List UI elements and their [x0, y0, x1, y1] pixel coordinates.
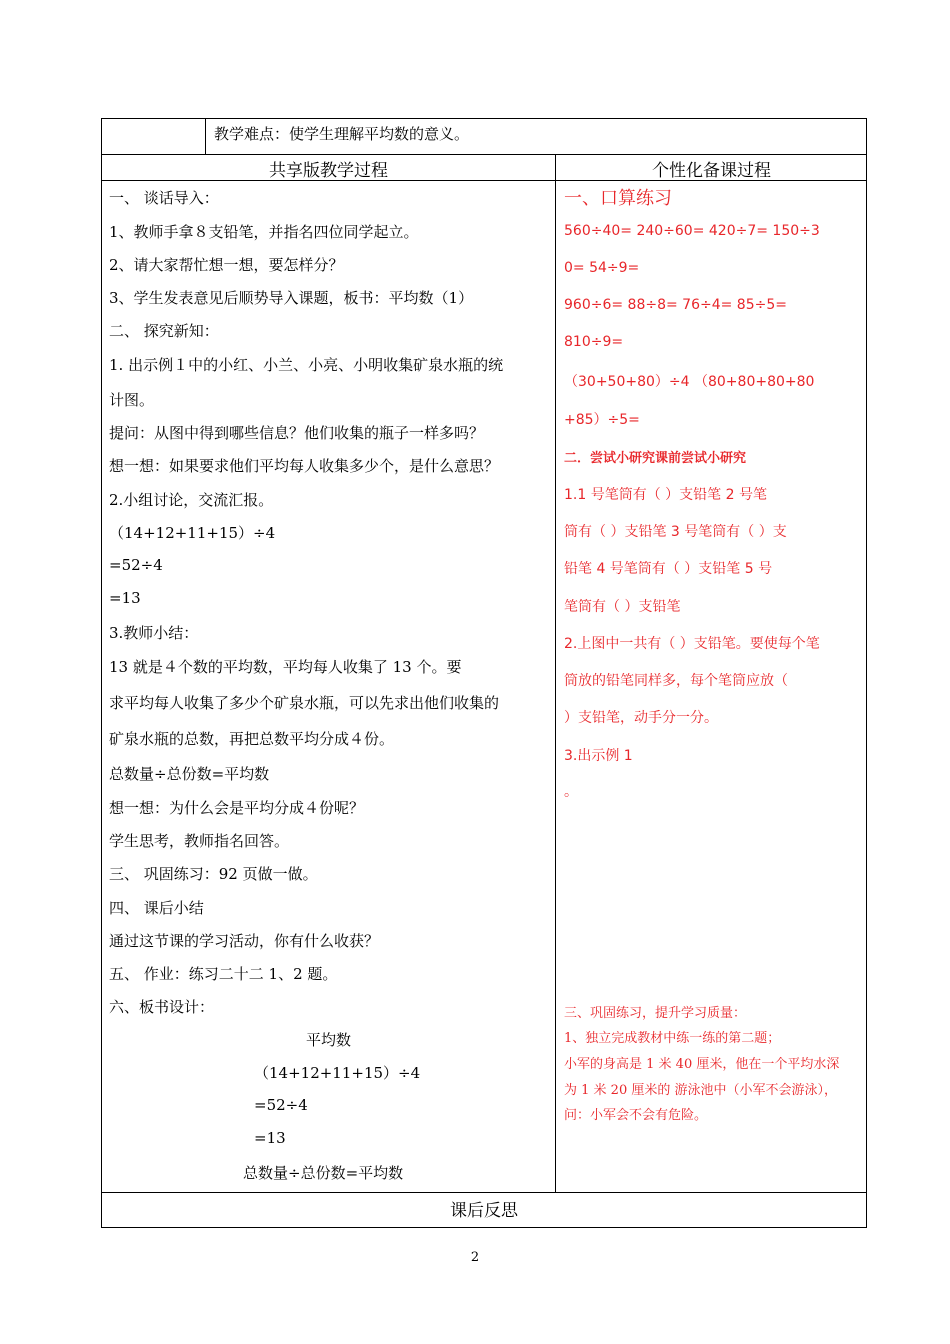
text-line: （14+12+11+15）÷4: [109, 524, 276, 542]
reflection-title: 课后反思: [450, 1201, 518, 1221]
text-line: 五、 作业：练习二十二 1、2 题。: [109, 965, 338, 983]
text-line: 1、教师手拿８支铅笔，并指名四位同学起立。: [109, 223, 419, 241]
text-line: 筒有（ ）支铅笔 3 号笔筒有（ ）支: [564, 524, 787, 540]
calc-line: 960÷6= 88÷8= 76÷4= 85÷5=: [564, 297, 787, 313]
content-row: [102, 181, 866, 1193]
text-line: 1.1 号笔筒有（ ）支铅笔 2 号笔: [564, 487, 767, 503]
empty-label-cell: [102, 119, 206, 154]
board-line: =52÷4: [254, 1096, 308, 1114]
text-line: ）支铅笔，动手分一分。: [564, 710, 718, 726]
text-line: 总数量÷总份数=平均数: [109, 765, 270, 783]
board-line: =13: [254, 1129, 286, 1147]
lesson-plan-table: [101, 118, 867, 1228]
text-line: 笔筒有（ ）支铅笔: [564, 599, 681, 615]
text-line: 求平均每人收集了多少个矿泉水瓶，可以先求出他们收集的: [109, 694, 500, 712]
text-line: 想一想：如果要求他们平均每人收集多少个，是什么意思？: [109, 457, 500, 475]
text-line: 计图。: [109, 391, 155, 409]
practice-line: 问：小军会不会有危险。: [564, 1108, 708, 1123]
column-header-row: [102, 155, 866, 181]
shared-process-title: 共享版教学过程: [269, 161, 388, 181]
text-line: 想一想：为什么会是平均分成４份呢？: [109, 799, 365, 817]
page-number: 2: [470, 1250, 480, 1265]
teaching-difficulty: 教学难点：使学生理解平均数的意义。: [214, 125, 470, 143]
text-line: 铅笔 4 号笔筒有（ ）支铅笔 5 号: [564, 561, 773, 577]
calc-line: 810÷9=: [564, 334, 624, 350]
practice-line: 1、独立完成教材中练一练的第二题；: [564, 1031, 781, 1046]
text-line: 学生思考，教师指名回答。: [109, 832, 290, 850]
calc-line: （30+50+80）÷4 （80+80+80+80: [564, 374, 815, 390]
calc-line: +85）÷5=: [564, 412, 640, 428]
text-line: 一、 谈话导入：: [109, 189, 219, 207]
personal-process-title: 个性化备课过程: [652, 161, 771, 181]
section-heading: 二．尝试小研究课前尝试小研究: [564, 451, 747, 466]
text-line: 三、 巩固练习：92 页做一做。: [109, 865, 318, 883]
text-line: 四、 课后小结: [109, 899, 204, 917]
practice-line: 三、巩固练习，提升学习质量：: [564, 1006, 747, 1021]
text-line: 2、请大家帮忙想一想，要怎样分？: [109, 256, 344, 274]
board-line: 总数量÷总份数=平均数: [243, 1164, 404, 1182]
text-line: =13: [109, 589, 141, 607]
section-heading: 一、口算练习: [564, 188, 672, 209]
board-title: 平均数: [306, 1031, 352, 1049]
text-line: 提问：从图中得到哪些信息？他们收集的瓶子一样多吗？: [109, 424, 485, 442]
text-line: 六、板书设计：: [109, 998, 215, 1016]
difficulty-row: [102, 119, 866, 155]
text-line: 筒放的铅笔同样多，每个笔筒应放（: [564, 673, 788, 689]
text-line: 矿泉水瓶的总数，再把总数平均分成４份。: [109, 730, 395, 748]
text-line: 13 就是４个数的平均数，平均每人收集了 13 个。要: [109, 658, 462, 676]
text-line: =52÷4: [109, 556, 163, 574]
text-line: 3.出示例 1: [564, 748, 633, 764]
text-line: 3.教师小结：: [109, 624, 199, 642]
text-line: 通过这节课的学习活动，你有什么收获？: [109, 932, 380, 950]
text-line: 二、 探究新知：: [109, 322, 219, 340]
text-line: 2.上图中一共有（ ）支铅笔。要使每个笔: [564, 636, 820, 652]
text-line: 。: [564, 784, 578, 800]
practice-line: 为 1 米 20 厘米的 游泳池中（小军不会游泳），: [564, 1083, 837, 1098]
text-line: 3、学生发表意见后顺势导入课题，板书：平均数（1）: [109, 289, 474, 307]
board-line: （14+12+11+15）÷4: [254, 1064, 421, 1082]
reflection-row: [102, 1193, 866, 1227]
text-line: 2.小组讨论，交流汇报。: [109, 491, 274, 509]
practice-line: 小军的身高是 1 米 40 厘米，他在一个平均水深: [564, 1057, 840, 1072]
text-line: 1. 出示例１中的小红、小兰、小亮、小明收集矿泉水瓶的统: [109, 356, 504, 374]
calc-line: 0= 54÷9=: [564, 260, 640, 276]
calc-line: 560÷40= 240÷60= 420÷7= 150÷3: [564, 223, 820, 239]
